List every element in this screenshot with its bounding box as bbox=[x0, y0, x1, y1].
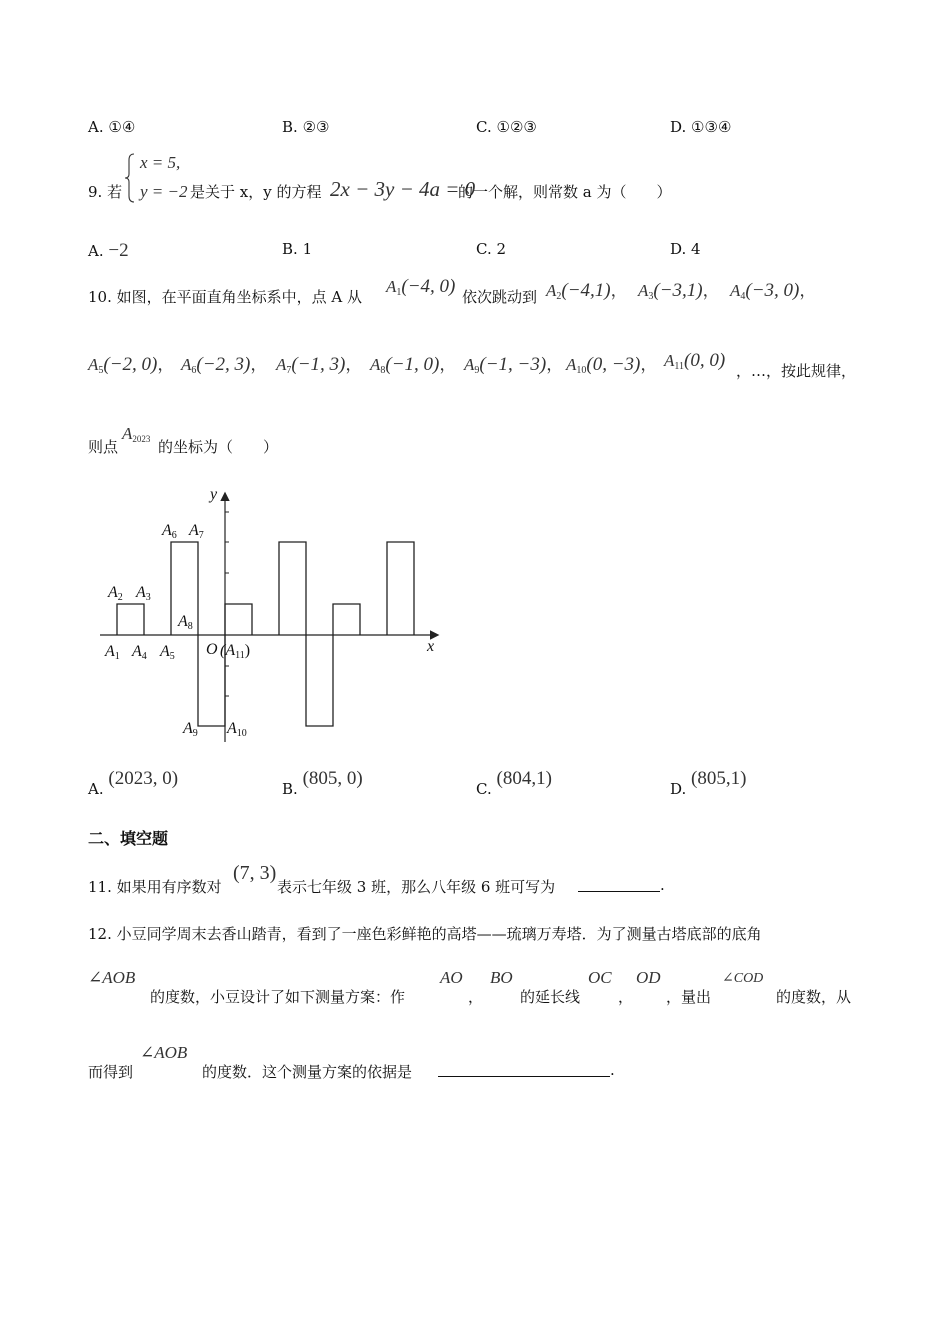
q8-option-c: C. ①②③ bbox=[476, 118, 537, 136]
rect-down3 bbox=[306, 635, 333, 726]
q9-option-d: D. 4 bbox=[670, 240, 701, 258]
q9-system-line2: y = −2 bbox=[140, 182, 188, 201]
q9-system-line1: x = 5, bbox=[140, 153, 181, 172]
q8-option-a: A. ①④ bbox=[88, 118, 136, 136]
q11-pair: (7, 3) bbox=[233, 862, 277, 884]
q10-point-a8: $A_8(-1$, 0)， bbox=[370, 354, 457, 376]
q12-comma1: ， bbox=[468, 988, 484, 1006]
label-a1: A1 bbox=[105, 643, 120, 662]
q8-option-b: B. ②③ bbox=[282, 118, 330, 136]
q9-number: 9. 若 bbox=[88, 183, 123, 201]
q10-ask-suffix: 的坐标为（ ） bbox=[158, 438, 279, 456]
q11-answer-blank[interactable]: . bbox=[578, 876, 665, 894]
q12-bo: BO bbox=[490, 968, 513, 987]
q12-angle-cod: ∠COD bbox=[722, 971, 764, 986]
q12-line1: 12. 小豆同学周末去香山踏青，看到了一座色彩鲜艳的高塔——琉璃万寿塔．为了测量古塔底部的底角 bbox=[88, 925, 762, 943]
q10-point-a11: $A_{11}(0$, 0) bbox=[664, 350, 726, 372]
q10-point-a9: $A_9(-1$, −3)， bbox=[464, 354, 564, 376]
q10-option-a: A. (2023, 0) bbox=[88, 768, 179, 798]
q9-text1: 是关于 x，y 的方程 bbox=[190, 183, 322, 201]
q10-point-a3: $A_3(-3,1)$， bbox=[638, 280, 720, 302]
q12-line3-suffix: 的度数．这个测量方案的依据是 bbox=[202, 1063, 413, 1081]
label-a3: A3 bbox=[136, 584, 151, 603]
q10-point-a2: $A_2(-4,1)$， bbox=[546, 280, 628, 302]
q10-ask-point: $A_{2023}$ bbox=[122, 424, 151, 444]
q12-angle-aob-2: ∠AOB bbox=[140, 1043, 188, 1062]
origin-label: O bbox=[206, 641, 218, 658]
q10-jump-text: 依次跳动到 bbox=[462, 288, 538, 306]
q10-ask-prefix: 则点 bbox=[88, 438, 119, 456]
q10-point-a7: $A_7(-1$, 3)， bbox=[276, 354, 363, 376]
y-axis-label: y bbox=[210, 486, 218, 503]
label-a4: A4 bbox=[132, 643, 147, 662]
q10-figure bbox=[95, 480, 450, 750]
rect-up3-2 bbox=[387, 542, 414, 635]
q10-option-c: C. (804,1) bbox=[476, 768, 552, 798]
q12-comma2: ， bbox=[618, 988, 634, 1006]
q12-answer-blank[interactable]: . bbox=[438, 1061, 615, 1079]
rect-up3-1 bbox=[279, 542, 306, 635]
q10-point-a10: $A_{10}(0$, −3)， bbox=[566, 354, 658, 376]
q10-option-d: D. (805,1) bbox=[670, 768, 747, 798]
rect-a1-a4 bbox=[117, 604, 144, 635]
q10-option-b: B. (805, 0) bbox=[282, 768, 363, 798]
q9-text2: 的一个解，则常数 a 为（ ） bbox=[458, 183, 672, 201]
label-a11: (A11) bbox=[220, 642, 251, 661]
q12-angle-aob: ∠AOB bbox=[88, 968, 136, 987]
q9-option-c: C. 2 bbox=[476, 240, 507, 258]
q12-ao: AO bbox=[440, 968, 463, 987]
label-a6: A6 bbox=[162, 522, 177, 541]
q10-point-a5: $A_5(-2$, 0)， bbox=[88, 354, 175, 376]
q11-suffix: 表示七年级 3 班，那么八年级 6 班可写为 bbox=[277, 878, 556, 896]
x-axis-label: x bbox=[427, 638, 435, 655]
label-a2: A2 bbox=[108, 584, 123, 603]
label-a5: A5 bbox=[160, 643, 175, 662]
label-a8: A8 bbox=[178, 613, 193, 632]
label-a10: A10 bbox=[227, 720, 247, 739]
rect-up1-origin bbox=[225, 604, 252, 635]
q12-oc: OC bbox=[588, 968, 612, 987]
q9-option-b: B. 1 bbox=[282, 240, 313, 258]
q10-point-a1: $A_1(-4$, 0) bbox=[386, 276, 456, 298]
q10-rule-text: ，…，按此规律， bbox=[736, 362, 857, 380]
q12-od: OD bbox=[636, 968, 661, 987]
q12-text2: 的延长线 bbox=[520, 988, 581, 1006]
q12-text4: 的度数，从 bbox=[776, 988, 852, 1006]
label-a7: A7 bbox=[189, 522, 204, 541]
label-a9: A9 bbox=[183, 720, 198, 739]
q10-point-a6: $A_6(-2$, 3)， bbox=[181, 354, 268, 376]
q9-option-a: A. −2 bbox=[88, 240, 129, 261]
q9-system-brace bbox=[124, 152, 138, 204]
rect-up1-2 bbox=[333, 604, 360, 635]
section-title: 二、填空题 bbox=[88, 829, 169, 848]
q10-point-a4: $A_4(-3$, 0)， bbox=[730, 280, 817, 302]
q11-prefix: 11. 如果用有序数对 bbox=[88, 878, 222, 896]
q8-option-d: D. ①③④ bbox=[670, 118, 732, 136]
q12-text1: 的度数，小豆设计了如下测量方案：作 bbox=[150, 988, 406, 1006]
q10-intro: 10. 如图，在平面直角坐标系中，点 A 从 bbox=[88, 288, 362, 306]
q12-text3: ，量出 bbox=[666, 988, 712, 1006]
q12-line3-prefix: 而得到 bbox=[88, 1063, 134, 1081]
q9-equation: 2x − 3y − 4a = 0 bbox=[330, 177, 476, 201]
